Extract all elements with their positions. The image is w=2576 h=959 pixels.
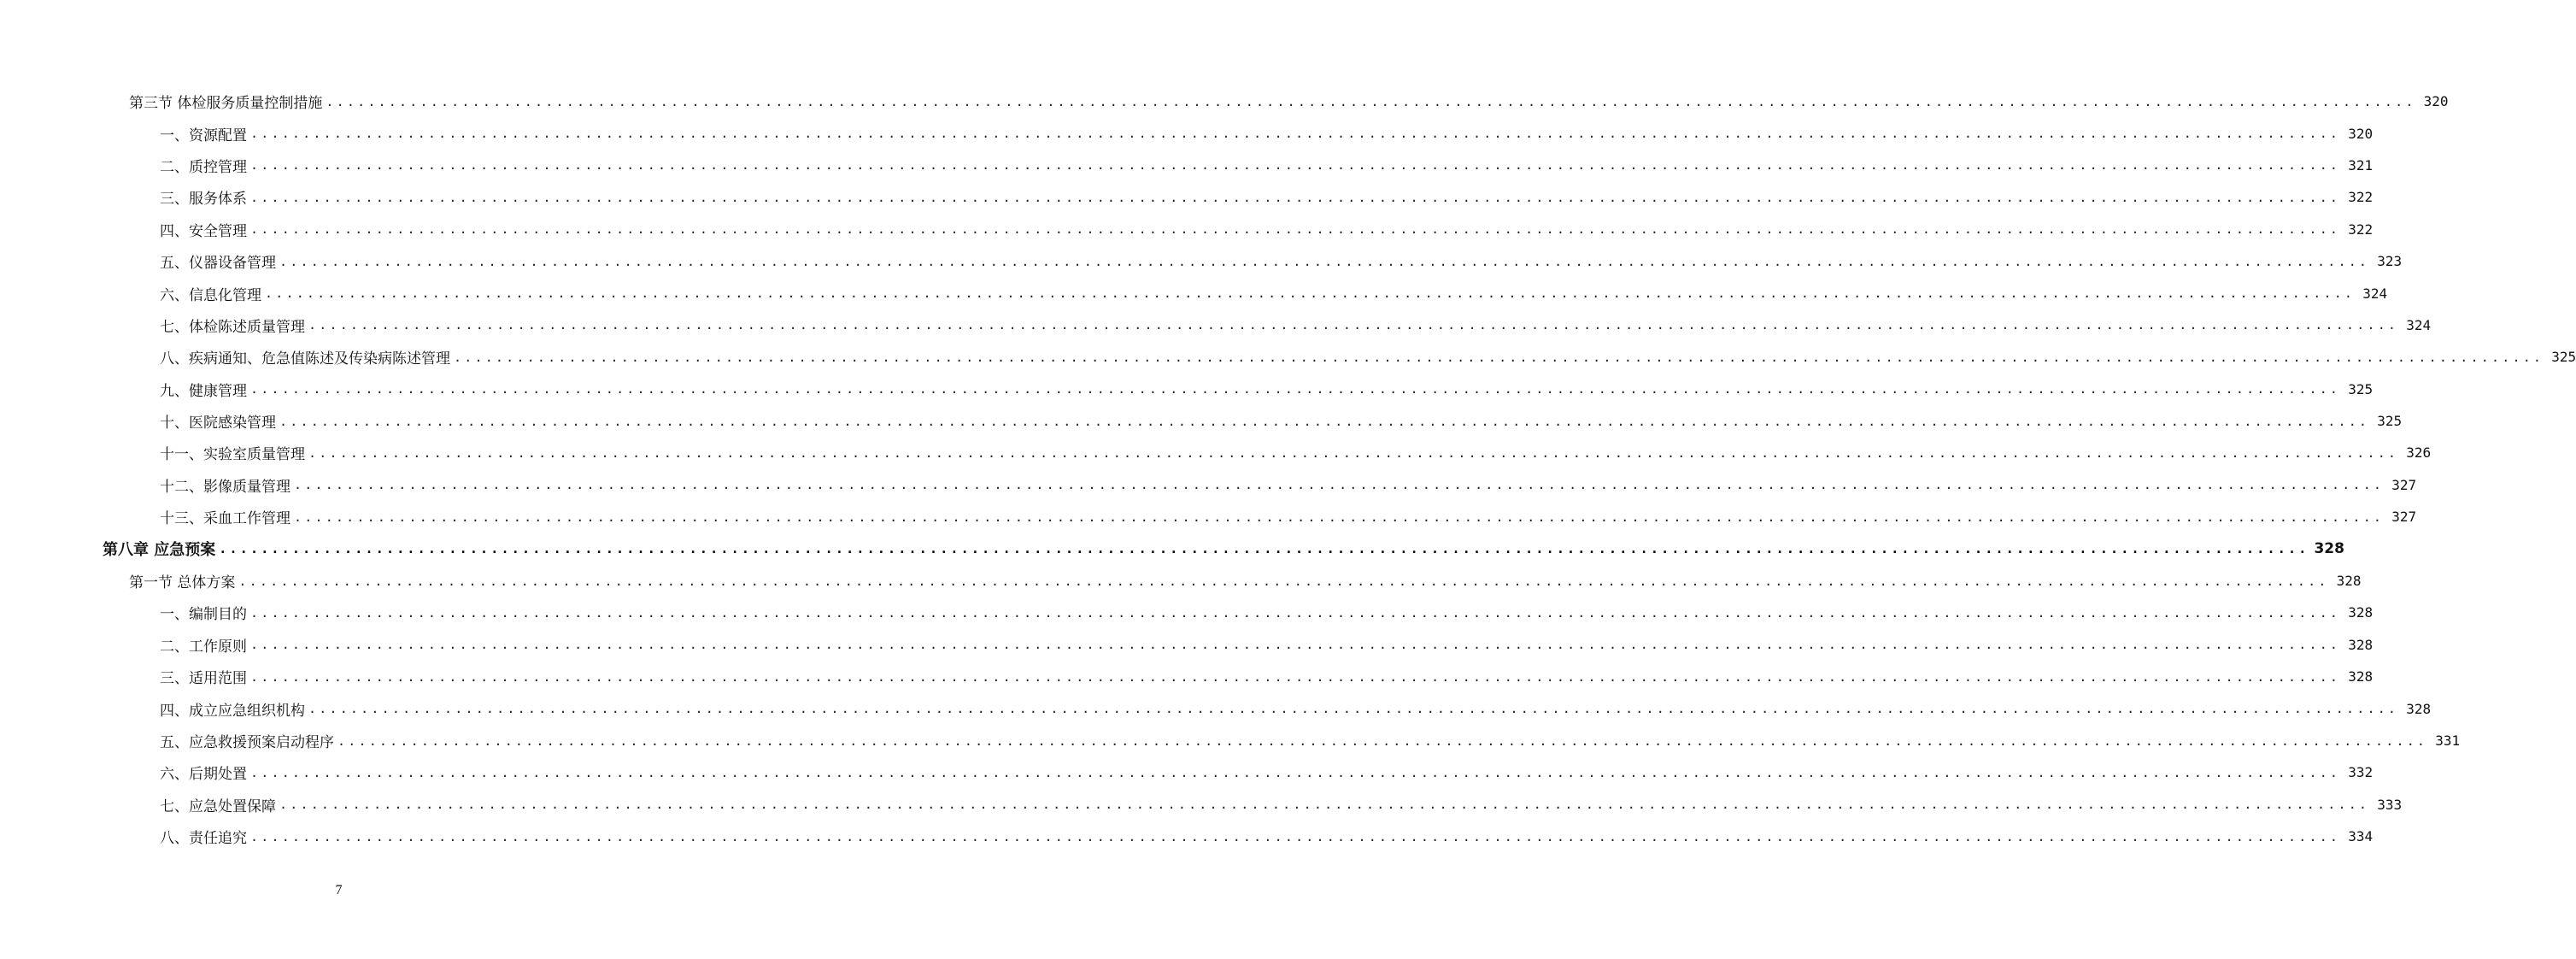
toc-entry-section[interactable] [0, 565, 2362, 597]
toc-entry-title: 八、责任追究 [160, 826, 250, 847]
toc-entry-page: 324 [2362, 285, 2388, 302]
toc-entry-page: 321 [2348, 156, 2374, 174]
toc-entry-item[interactable] [0, 117, 2374, 149]
dot-leader: ........................................................................................................................................................................................................ [250, 828, 2341, 844]
toc-entry-title: 十三、采血工作管理 [160, 506, 294, 527]
dot-leader: ........................................................................................................................................................................................................ [250, 221, 2341, 238]
toc-entry-item[interactable] [0, 821, 2374, 852]
toc-entry-title: 六、信息化管理 [160, 283, 265, 304]
toc-entry-item[interactable] [0, 277, 2388, 309]
dot-leader: ........................................................................................................................................................................................................ [279, 797, 2370, 813]
dot-leader: ........................................................................................................................................................................................................ [279, 253, 2370, 269]
toc-entry-page: 325 [2551, 349, 2576, 366]
dot-leader: ........................................................................................................................................................................................................ [250, 189, 2341, 205]
toc-entry-page: 327 [2391, 509, 2417, 526]
toc-entry-page: 328 [2348, 668, 2374, 685]
dot-leader: ........................................................................................................................................................................................................ [454, 349, 2544, 365]
toc-entry-item[interactable] [0, 309, 2432, 341]
dot-leader: ........................................................................................................................................................................................................ [294, 477, 2385, 493]
dot-leader: ........................................................................................................................................................................................................ [250, 126, 2341, 142]
toc-entry-title: 四、安全管理 [160, 219, 250, 240]
dot-leader: ........................................................................................................................................................................................................ [219, 541, 2309, 557]
toc-entry-item[interactable] [0, 245, 2403, 277]
toc-entry-title: 四、成立应急组织机构 [160, 698, 308, 720]
toc-entry-title: 六、后期处置 [160, 762, 250, 783]
toc-entry-page: 328 [2336, 573, 2362, 590]
toc-entry-item[interactable] [0, 597, 2374, 628]
dot-leader: ........................................................................................................................................................................................................ [265, 285, 2356, 302]
toc-entry-title: 五、应急救援预案启动程序 [160, 730, 337, 751]
toc-entry-title: 三、适用范围 [160, 666, 250, 687]
toc-entry-page: 328 [2348, 636, 2374, 653]
toc-entry-item[interactable] [0, 756, 2374, 788]
toc-entry-item[interactable] [0, 661, 2374, 692]
page-number: 7 [335, 883, 343, 897]
toc-entry-page: 320 [2423, 93, 2449, 110]
dot-leader: ........................................................................................................................................................................................................ [326, 93, 2416, 109]
toc-entry-item[interactable] [0, 725, 2461, 756]
dot-leader: ........................................................................................................................................................................................................ [250, 604, 2341, 621]
toc-entry-title: 第八章 应急预案 [103, 538, 219, 560]
dot-leader: ........................................................................................................................................................................................................ [250, 637, 2341, 653]
dot-leader: ........................................................................................................................................................................................................ [337, 732, 2428, 749]
toc-entry-item[interactable] [0, 214, 2374, 245]
toc-entry-section[interactable] [0, 85, 2449, 117]
toc-entry-title: 七、体检陈述质量管理 [160, 315, 308, 336]
toc-entry-title: 五、仪器设备管理 [160, 250, 279, 272]
toc-entry-page: 331 [2435, 732, 2461, 749]
dot-leader: ........................................................................................................................................................................................................ [250, 764, 2341, 780]
toc-entry-title: 三、服务体系 [160, 186, 250, 208]
toc-entry-page: 334 [2348, 828, 2374, 845]
toc-entry-page: 323 [2377, 253, 2403, 270]
toc-entry-title: 第一节 总体方案 [129, 570, 238, 591]
toc-entry-title: 十二、影像质量管理 [160, 474, 294, 496]
toc-entry-page: 322 [2348, 189, 2374, 206]
toc-entry-page: 327 [2391, 476, 2417, 493]
toc-entry-title: 一、编制目的 [160, 602, 250, 623]
toc-entry-title: 十、医院感染管理 [160, 410, 279, 432]
dot-leader: ........................................................................................................................................................................................................ [238, 573, 2329, 589]
toc-entry-page: 325 [2377, 413, 2403, 430]
toc-entry-title: 十一、实验室质量管理 [160, 442, 308, 463]
toc-entry-item[interactable] [0, 374, 2374, 405]
dot-leader: ........................................................................................................................................................................................................ [294, 509, 2385, 525]
toc-entry-page: 322 [2348, 221, 2374, 238]
table-of-contents [0, 85, 2576, 852]
toc-entry-page: 328 [2348, 604, 2374, 621]
toc-entry-page: 320 [2348, 125, 2374, 142]
toc-entry-title: 二、质控管理 [160, 155, 250, 176]
toc-entry-page: 326 [2406, 444, 2432, 462]
toc-entry-page: 328 [2406, 700, 2432, 717]
dot-leader: ........................................................................................................................................................................................................ [250, 668, 2341, 685]
toc-entry-item[interactable] [0, 469, 2417, 501]
toc-entry-item[interactable] [0, 692, 2432, 724]
toc-entry-item[interactable] [0, 150, 2374, 181]
dot-leader: ........................................................................................................................................................................................................ [250, 381, 2341, 397]
toc-entry-chapter[interactable] [0, 532, 2344, 564]
toc-entry-title: 一、资源配置 [160, 123, 250, 144]
dot-leader: ........................................................................................................................................................................................................ [308, 701, 2399, 717]
dot-leader: ........................................................................................................................................................................................................ [308, 317, 2399, 333]
dot-leader: ........................................................................................................................................................................................................ [308, 444, 2399, 461]
toc-entry-item[interactable] [0, 437, 2432, 468]
toc-entry-title: 二、工作原则 [160, 634, 250, 656]
toc-entry-title: 第三节 体检服务质量控制措施 [129, 91, 326, 112]
toc-entry-title: 七、应急处置保障 [160, 794, 279, 815]
toc-entry-item[interactable] [0, 501, 2417, 532]
toc-entry-item[interactable] [0, 789, 2403, 821]
toc-entry-item[interactable] [0, 629, 2374, 661]
toc-entry-item[interactable] [0, 405, 2403, 437]
toc-entry-title: 八、疾病通知、危急值陈述及传染病陈述管理 [160, 346, 454, 368]
toc-entry-page: 328 [2314, 540, 2344, 558]
toc-entry-page: 325 [2348, 380, 2374, 397]
dot-leader: ........................................................................................................................................................................................................ [250, 157, 2341, 174]
toc-entry-title: 九、健康管理 [160, 379, 250, 400]
toc-entry-page: 324 [2406, 316, 2432, 333]
toc-entry-page: 332 [2348, 764, 2374, 781]
toc-entry-item[interactable] [0, 181, 2374, 213]
toc-entry-item[interactable] [0, 341, 2576, 373]
toc-entry-page: 333 [2377, 796, 2403, 813]
dot-leader: ........................................................................................................................................................................................................ [279, 413, 2370, 429]
